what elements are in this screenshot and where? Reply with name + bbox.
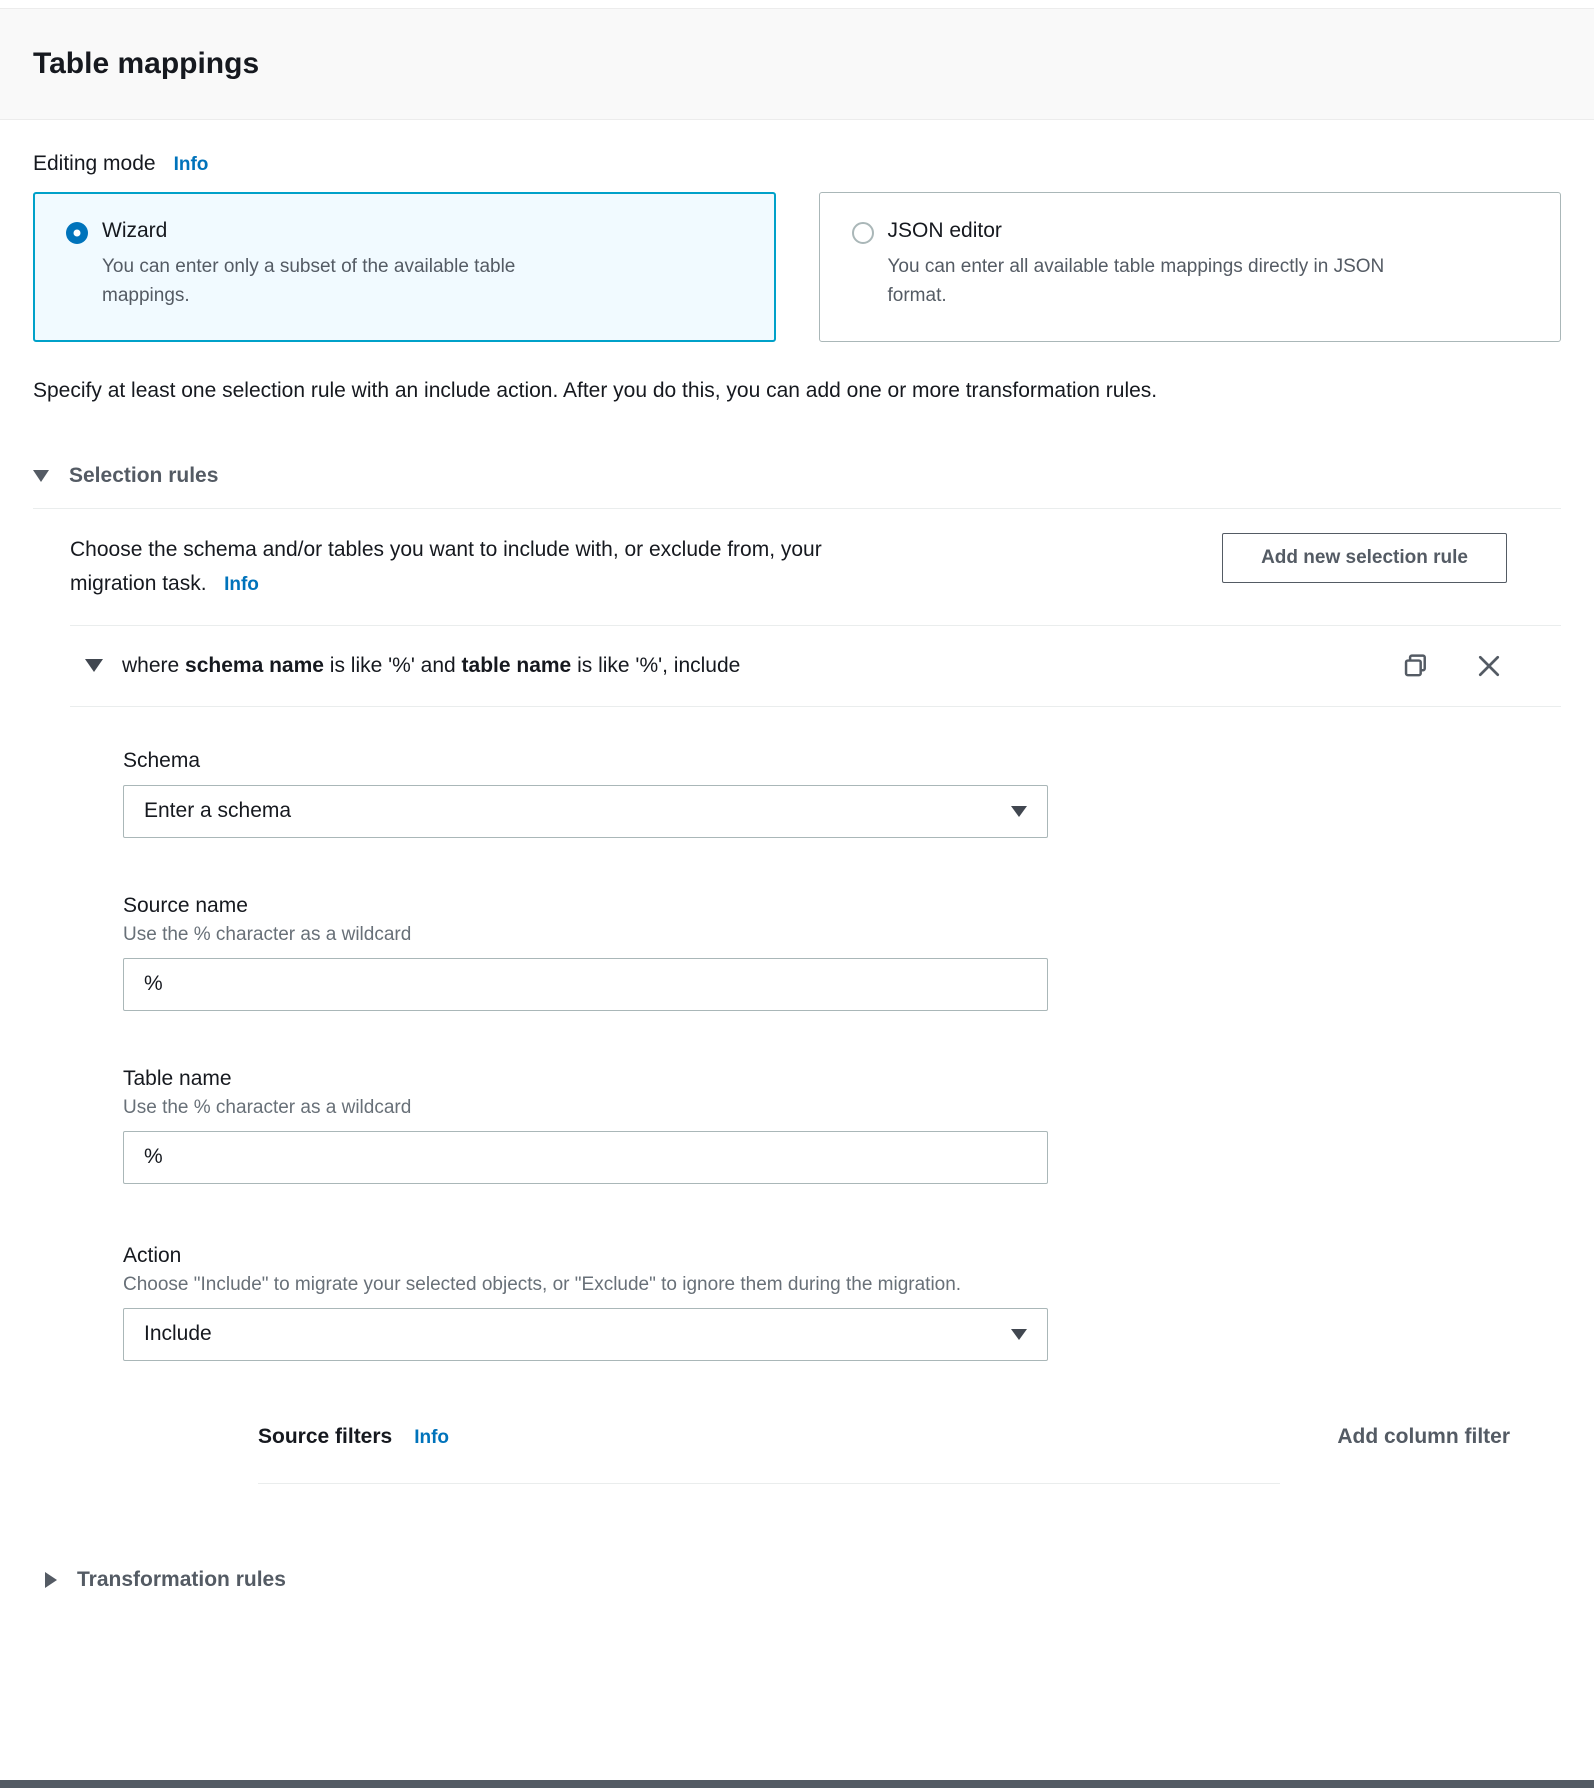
divider — [33, 508, 1561, 509]
json-editor-radio-icon[interactable] — [852, 222, 874, 244]
wizard-radio-selected-icon[interactable] — [66, 222, 88, 244]
editing-mode-label: Editing mode — [33, 152, 156, 175]
schema-select-value: Enter a schema — [144, 799, 292, 823]
source-name-label: Source name — [123, 893, 248, 917]
action-select-value: Include — [144, 1322, 212, 1346]
rule-form — [123, 749, 1048, 1361]
rule-actions — [1402, 652, 1503, 680]
action-hint: Choose "Include" to migrate your selected objects, or "Exclude" to ignore them during the migration. — [123, 1273, 962, 1295]
table-name-input[interactable] — [123, 1131, 1048, 1184]
chevron-right-icon — [45, 1572, 57, 1588]
schema-label: Schema — [123, 748, 201, 772]
action-select[interactable] — [123, 1308, 1048, 1361]
selection-rules-expander[interactable] — [33, 464, 1561, 488]
rule-summary: where schema name is like '%' and table name is like '%', include — [122, 653, 741, 677]
page-title: Table mappings — [33, 47, 260, 80]
selection-rules-toolbar — [70, 533, 1561, 600]
source-name-hint: Use the % character as a wildcard — [123, 923, 412, 945]
duplicate-rule-button[interactable] — [1402, 652, 1429, 679]
json-editor-mode-card[interactable] — [819, 192, 1562, 342]
source-name-input[interactable] — [123, 958, 1048, 1011]
wizard-mode-card[interactable] — [33, 192, 776, 342]
source-filters-info-link[interactable]: Info — [414, 1426, 450, 1448]
transformation-rules-expander[interactable] — [45, 1568, 1561, 1592]
table-name-field-group — [123, 1067, 1048, 1184]
editing-mode-info-link[interactable]: Info — [173, 154, 209, 175]
action-label: Action — [123, 1243, 182, 1267]
selection-rules-title: Selection rules — [69, 464, 219, 488]
add-selection-rule-button[interactable]: Add new selection rule — [1222, 533, 1507, 583]
json-editor-option-description: You can enter all available table mappings directly in JSON format. — [887, 256, 1385, 307]
remove-rule-button[interactable] — [1475, 652, 1503, 680]
schema-select[interactable] — [123, 785, 1048, 838]
add-column-filter-button[interactable]: Add column filter — [1337, 1424, 1510, 1448]
selection-rules-content — [33, 533, 1561, 1483]
selection-rules-description: Choose the schema and/or tables you want to include with, or exclude from, your migration task. Info — [70, 538, 822, 596]
intro-text: Specify at least one selection rule with an include action. After you do this, you can add one or more transformation rules. — [33, 379, 1158, 402]
table-name-hint: Use the % character as a wildcard — [123, 1096, 412, 1118]
chevron-down-icon — [1011, 806, 1027, 817]
selection-rules-info-link[interactable]: Info — [224, 574, 259, 596]
source-filters-section — [258, 1425, 1510, 1484]
transformation-rules-title: Transformation rules — [77, 1567, 286, 1591]
divider — [70, 706, 1561, 707]
section-header-band — [0, 8, 1594, 120]
rule-chevron-down-icon[interactable] — [85, 659, 103, 672]
source-filters-title: Source filters — [258, 1424, 393, 1448]
table-name-label: Table name — [123, 1066, 232, 1090]
editing-mode-row — [33, 152, 1561, 176]
chevron-down-icon — [1011, 1329, 1027, 1340]
json-editor-option-title: JSON editor — [887, 219, 1002, 242]
copy-icon — [1402, 667, 1429, 682]
action-field-group — [123, 1244, 1048, 1361]
editing-mode-options — [33, 192, 1561, 342]
source-name-field-group — [123, 894, 1048, 1011]
chevron-down-icon — [33, 470, 49, 482]
bottom-divider-bar — [0, 1780, 1594, 1788]
schema-field-group — [123, 749, 1048, 838]
main-content — [0, 152, 1594, 1592]
source-filters-header — [258, 1425, 1510, 1449]
wizard-option-description: You can enter only a subset of the available table mappings. — [102, 256, 516, 307]
selection-rule-row — [70, 626, 1561, 706]
wizard-option-title: Wizard — [102, 219, 168, 242]
close-icon — [1475, 668, 1503, 683]
divider — [258, 1483, 1280, 1484]
